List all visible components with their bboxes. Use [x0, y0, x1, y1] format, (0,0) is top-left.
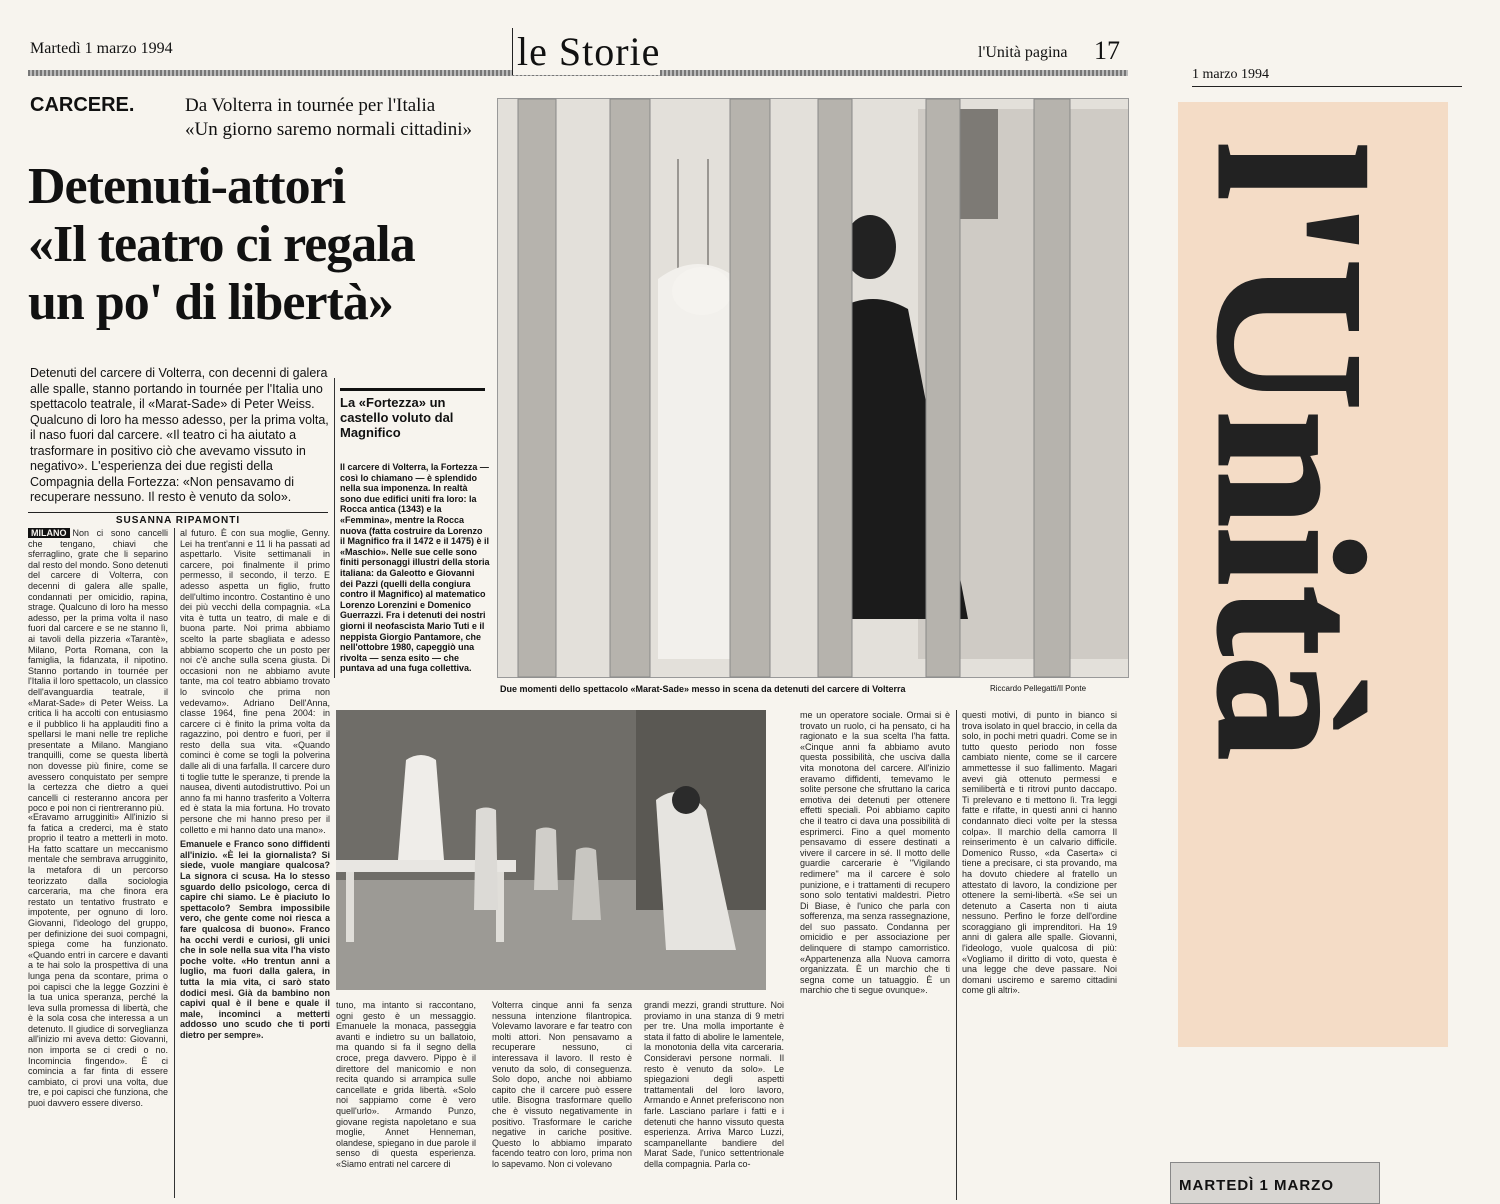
byline: SUSANNA RIPAMONTI — [28, 512, 328, 526]
column-text: me un operatore sociale. Ormai si è trovato un ruolo, ci ha pensato, ci ha ragionato e la sua scelta l'ha fatta. «Cinque anni fa abbiamo avuto questa possibilità, che usciva dalla vita monotona del carcere. All'inizio eravamo diffidenti, temevamo le solite persone che sfruttano la carica emotiva dei detenuti per ottenere effetti speciali. Poi abbiamo capito che il teatro ci dava una possibilità di esprimerci. Fino a quel momento pensavamo di essere destinati a vivere il carcere in sé. Il motto delle guardie carcerarie è "Vigilando redimere" ma il carcere è solo punizione, e i trattamenti di recupero sono solo tentativi maldestri. Pietro Di Biase, è l'unico che parla con sofferenza, ma senza rassegnazione, del suo passato. Condanna per omicidio e per associazione per delinquere di stampo camorristico. «Appartenenza alla Nuova camorra organizzata. È un marchio che ti segna come un tatuaggio. È un marchio che ti segue ovunque». — [800, 710, 950, 996]
article-column — [28, 812, 168, 1200]
article-column — [492, 1000, 632, 1200]
page-label: l'Unità pagina — [978, 44, 1068, 61]
headline-line: «Il teatro ci regala — [28, 216, 415, 273]
svg-text:l'Unità: l'Unità — [1174, 142, 1406, 761]
headline-line: un po' di libertà» — [28, 274, 393, 331]
column-divider — [174, 528, 175, 1198]
clipping-date: 1 marzo 1994 — [1192, 67, 1269, 82]
article-column — [180, 528, 330, 1200]
subheadline-line: «Un giorno saremo normali cittadini» — [185, 119, 473, 140]
column-text: tuno, ma intanto si raccontano, ogni gesto è un messaggio. Emanuele la monaca, passeggia avanti e indietro su un ballatoio, ma quando si fa il segno della croce, prega davvero. Pippo è il direttore del manicomio e non recita quando si arrampica sulle cancellate e grida libertà. «Solo noi sappiamo come è vero quell'urlo». Armando Punzo, giovane regista napoletano e sua moglie, Annet Henneman, olandese, spiegano in due parole il senso di questa esperienza. «Siamo entrati nel carcere di — [336, 1000, 476, 1169]
date-tab-label: MARTEDÌ 1 MARZO — [1179, 1177, 1334, 1194]
photo-caption: Due momenti dello spettacolo «Marat-Sade» messo in scena da detenuti del carcere di Volterra — [500, 684, 906, 694]
date-tab — [1170, 1162, 1380, 1204]
section-title: le Storie — [512, 28, 660, 75]
headline — [28, 158, 498, 332]
column-text: questi motivi, di punto in bianco si trova isolato in quel braccio, in cella da solo, in pochi metri quadri. Come se in tutto questo periodo non fosse cambiato niente, come se il carcere ammettesse il suo fallimento. Magari avevi già ottenuto permessi e semilibertà e ti ritrovi punto daccapo. Ti prelevano e ti mettono lì. Tra leggi fatte e rifatte, in questi anni ci hanno condannato dieci volte per la stessa colpa». Il marchio della camorra Il reinserimento è un calvario difficile. Domenico Russo, «da Caserta» ci tiene a precisare, ci sta provando, ma ha dovuto chiedere al fratello un attestato di lavoro, la condizione per ottenere la semi-libertà. «Se sei un detenuto a Caserta non ti aiuta nessuno. Perfino le forze dell'ordine scoraggiano gli imprenditori. Ha 19 anni di galera alle spalle. Giovanni, l'ideologo, vuole qualcosa di più: «Vogliamo il diritto di voto, questa è una legge che deve passare. Noi domani usciremo e saremo cittadini come gli altri». — [962, 710, 1117, 996]
column-text: grandi mezzi, grandi strutture. Noi proviamo in una stanza di 9 metri per tre. Una molla importante è stata il fatto di abolire le lamentele, la monotonia della vita carceraria. Consideravi persone normali. Il resto è venuto da solo». Le spiegazioni degli aspetti trattamentali del loro lavoro, Armando e Annet preferiscono non farle. Lasciano parlare i fatti e i detenuti che hanno vissuto questa esperienza. Arriva Marco Luzzi, scampanellante bandiere del Marat Sade, l'unico settentrionale della compagnia. Parla co- — [644, 1000, 784, 1169]
column-text: al futuro. È con sua moglie, Genny. Lei ha trent'anni e 11 li ha passati ad aspettarlo. Visite settimanali in carcere, poi finalmente il primo permesso, il secondo, il terzo. E adesso aspetta un figlio, frutto dell'ultimo incontro. Costantino è uno dei più vecchi della compagnia. «La vita è tutta un teatro, di male e di buona parte. Noi prima abbiamo scelto la parte sbagliata e adesso abbiamo scoperto che un posto per noi c'è anche sulla scena giusta. Di occasioni non ne abbiamo avute tante, ma col teatro abbiamo trovato lo svincolo che prima non vedevamo». Adriano Dell'Anna, classe 1964, fine pena 2004: in carcere ci è finito la prima volta da ragazzino, poi dentro e fuori, per il resto della sua vita. «Quando cominci è come se togli la polverina dalle ali di una farfalla. Il carcere duro ti toglie tutte le speranze, ti prende la nausea, diventi autodistruttivo. Poi un anno fa mi hanno trasferito a Volterra ed è stata la mia fortuna. Ho trovato persone che mi hanno preso per il colletto e mi hanno dato una mano». — [180, 528, 330, 835]
article-column — [644, 1000, 784, 1200]
column-text: Volterra cinque anni fa senza nessuna intenzione filantropica. Volevamo lavorare e far teatro con molti attori. Non pensavamo a recuperare nessuno, ci interessava il lavoro. Il resto è venuto da solo, di conseguenza. Solo dopo, anche noi abbiamo capito che il carcere può essere utile. Bisogna trasformare quello che è vissuto negativamente in positivo. Trasformare le cariche negative in cariche positive. Questo lo abbiamo imparato facendo teatro con loro, prima non lo sapevamo. Non ci volevano — [492, 1000, 632, 1169]
kicker: CARCERE. — [30, 94, 135, 116]
clipping-rule — [1192, 86, 1462, 87]
stage-scene-photo — [336, 710, 766, 990]
issue-date: Martedì 1 marzo 1994 — [30, 40, 173, 57]
article-column — [800, 710, 950, 1200]
article-column — [962, 710, 1117, 1200]
column-divider — [956, 710, 957, 1200]
unita-masthead-logo — [1174, 102, 1448, 1047]
column-text: Non ci sono cancelli che tengano, chiavi che sferraglino, grate che li separino dal resto del mondo. Sono detenuti del carcere di Volterra, con decenni di galera alle spalle, condannati per omicidio, rapina, strage. Qualcuno di loro ha messo adesso, per la prima volta il naso fuori dal carcere e se ne stanno lì, ai tavoli della pizzeria «Tarantè», Milano, Porta Romana, con la famiglia, la fidanzata, il nipotino. Stanno portando in tournée per l'Italia il loro spettacolo, un classico dell'avanguardia teatrale, il «Marat-Sade» di Peter Weiss. La critica li ha accolti con entusiasmo e il pubblico li ha applauditi fino a spellarsi le mani nelle tre repliche presentate a Milano. Mangiano tranquilli, come se questa libertà non dovesse più finire, come se avessero conquistato per sempre la certezza che dietro a quei cancelli ci resteranno ancora per poco e poi non ci rientreranno più. — [28, 528, 168, 814]
photo-credit: Riccardo Pellegatti/Il Ponte — [990, 684, 1087, 693]
dateline: MILANO — [28, 528, 70, 538]
subheadline-line: Da Volterra in tournée per l'Italia — [185, 95, 436, 116]
lede-paragraph: Detenuti del carcere di Volterra, con decenni di galera alle spalle, stanno portando in tournée per l'Italia uno spettacolo teatrale, il «Marat-Sade» di Peter Weiss. Qualcuno di loro ha messo adesso, per la prima volta, il naso fuori dal carcere. «Il teatro ci ha aiutato a trasformare in positivo ciò che avevamo vissuto in negativo». L'esperienza dei due registi della Compagnia della Fortezza: «Non pensavamo di recuperare nessuno. Il resto è venuto da solo». — [30, 366, 329, 504]
article-column — [28, 528, 168, 814]
page-number: 17 — [1094, 36, 1120, 65]
subheadline — [185, 94, 472, 142]
column-divider — [334, 378, 335, 678]
prison-bars-photo — [497, 98, 1129, 678]
sidebar-title: La «Fortezza» un castello voluto dal Magnifico — [340, 388, 485, 440]
headline-line: Detenuti-attori — [28, 158, 346, 215]
column-text: Emanuele e Franco sono diffidenti all'inizio. «È lei la giornalista? Si siede, vuole mangiare qualcosa? La signora ci scusa. Ha lo stesso sguardo dello psicologo, cerca di capire chi siamo. Le è piaciuto lo spettacolo? Sembra impossibile vero, che gente come noi riesca a fare qualcosa di buono». Franco ha occhi verdi e curiosi, gli unici che in sole nella sua vita l'ha visto poche volte. «Ho trentun anni a luglio, ma fuori dalla galera, in tutta la mia vita, ci sarò stato dodici mesi. Già da bambino non capivi qual è il bene e quale il male, incominci a metterti addosso uno scudo che ti porti dietro per sempre». — [180, 839, 330, 1040]
article-column — [336, 1000, 476, 1200]
column-text: «Eravamo arrugginiti» All'inizio si fa fatica a crederci, ma è stato proprio il teatro a metterli in moto. Ha fatto scattare un meccanismo mentale che sembrava arrugginito, la metafora di un percorso teorizzato dalla sociologia carceraria, ma che finora era restato un tentativo frustrato e impotente, per ognuno di loro. Giovanni, l'ideologo del gruppo, per definizione dei suoi compagni, spiega come ha funzionato. «Quando entri in carcere e davanti a te hai solo la prospettiva di una lunga pena da scontare, prima o poi capisci che la legge Gozzini è la tua unica speranza, perché la leva sulla promessa di libertà, che è la sola cosa che interessa a un detenuto. Il giudice di sorveglianza all'inizio mi aveva detto: Giovanni, non importa se ci credi o no. Incomincia fingendo». È ci comincia a far finta di essere cambiato, ci provi una volta, due tre, e poi capisci che funziona, che puoi davvero essere diverso. — [28, 812, 168, 1109]
sidebar-body: Il carcere di Volterra, la Fortezza — così lo chiamano — è splendido nella sua imponenza. In realtà sono due edifici uniti fra loro: la Rocca antica (1343) e la «Femmina», mentre la Rocca nuova (fatta costruire da Lorenzo il Magnifico fra il 1472 e il 1475) è il «Maschio». Nelle sue celle sono finiti personaggi illustri della storia italiana: da Galeotto e Giovanni dei Pazzi (quelli della congiura contro il Magnifico) al matematico Lorenzo Lorenzini e Domenico Guerrazzi. Fra i detenuti dei nostri giorni il neofascista Mario Tuti e il neppista Giorgio Pantamore, che nell'ottobre 1980, capeggiò una rivolta — senza esito — che puntava ad una fuga collettiva. — [340, 462, 490, 674]
